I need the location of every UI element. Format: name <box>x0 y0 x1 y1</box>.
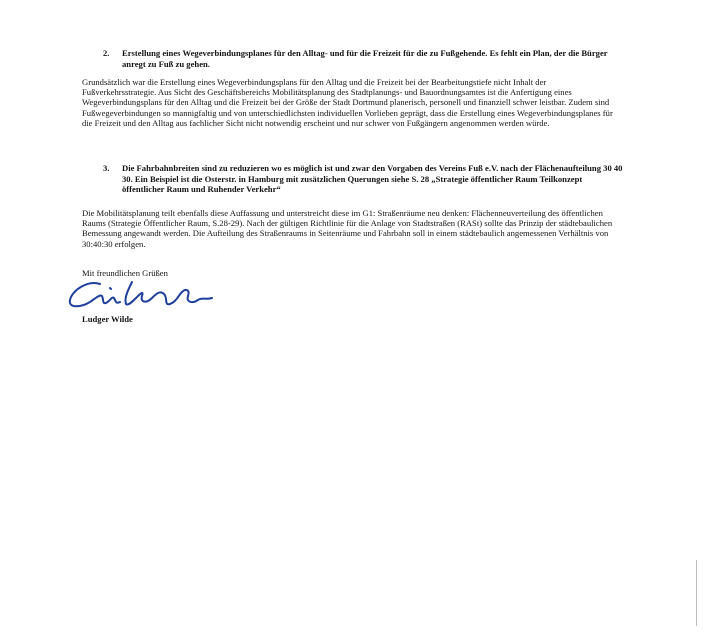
item-text: Die Fahrbahnbreiten sind zu reduzieren wo es möglich ist und zwar den Vorgaben des Vereins Fuß e.V. nach der Flächenaufteilung 30 40 30. Ein Beispiel ist die Osterstr. in Hamburg mit zusätzlichen Querungen siehe S. 28 „Strategie öffentlicher Raum Teilkonzept öffentlicher Raum und Ruhender Verkehr“ <box>122 163 623 194</box>
item-number: 3. <box>103 163 110 173</box>
numbered-item-2 <box>103 48 623 69</box>
response-paragraph-1: Grundsätzlich war die Erstellung eines Wegeverbindungsplans für den Alltag und die Freizeit bei der Bearbeitungstiefe nicht Inhalt der Fußverkehrsstrategie. Aus Sicht des Geschäftsbereichs Mobilitätsplanung des Stadtplanungs- und Bauordnungsamtes ist die Anfertigung eines Wegeverbindungsplans für den Alltag und die Freizeit bei der Größe der Stadt Dortmund planerisch, personell und finanziell schwer leistbar. Zudem sind Fußwegeverbindungen so mannigfaltig und von unterschiedlichsten individuellen Vorlieben geprägt, dass die Erstellung eines Wegeverbindungsplanes für die Freizeit und den Alltag aus fachlicher Sicht nicht notwendig erscheint und nur schwer von Fußgängern angenommen werden würde. <box>82 77 613 128</box>
scan-edge-line <box>696 560 697 626</box>
closing-salutation: Mit freundlichen Grüßen <box>82 268 168 278</box>
item-text: Erstellung eines Wegeverbindungsplanes für den Alltag- und für die Freizeit für die zu Fußgehende. Es fehlt ein Plan, der die Bürger anregt zu Fuß zu gehen. <box>122 48 608 69</box>
response-paragraph-2: Die Mobilitätsplanung teilt ebenfalls diese Auffassung und unterstreicht diese im G1: Straßenräume neu denken: Flächenneuverteilung des öffentlichen Raums (Strategie Öffentlicher Raum, S.28-29). Nach der gültigen Richtlinie für die Anlage von Stadtstraßen (RASt) sollte das Prinzip der städtebaulichen Bemessung angewandt werden. Die Aufteilung des Straßenraums in Seitenräume und Fahrbahn soll in einem städtebaulich angemessenen Verhältnis von 30:40:30 erfolgen. <box>82 208 613 249</box>
item-number: 2. <box>103 48 110 58</box>
numbered-item-3 <box>103 163 623 195</box>
handwritten-signature <box>66 276 226 312</box>
signer-name: Ludger Wilde <box>82 314 133 324</box>
